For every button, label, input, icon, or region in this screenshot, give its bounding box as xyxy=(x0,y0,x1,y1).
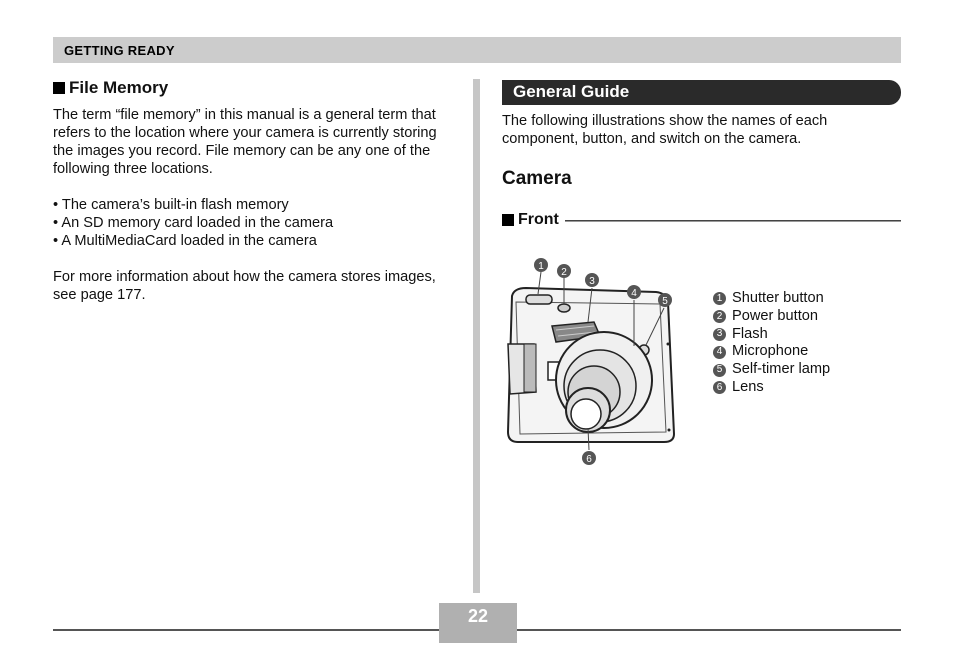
callout-2 xyxy=(557,264,571,278)
callout-number: 3 xyxy=(589,276,595,287)
callout-6 xyxy=(582,451,596,465)
legend-label: Self-timer lamp xyxy=(732,361,831,378)
list-item: • A MultiMediaCard loaded in the camera xyxy=(53,233,317,249)
square-bullet-icon xyxy=(53,82,65,94)
list-item: • An SD memory card loaded in the camera xyxy=(53,215,334,231)
file-memory-heading-text: File Memory xyxy=(69,78,169,97)
general-guide-title: General Guide xyxy=(513,82,630,101)
callout-1 xyxy=(534,258,548,272)
front-heading-text: Front xyxy=(518,211,559,228)
callout-number: 4 xyxy=(631,288,637,299)
legend-number: 1 xyxy=(713,292,726,305)
list-item xyxy=(713,290,830,308)
callout-number: 2 xyxy=(561,267,567,278)
legend-number: 4 xyxy=(713,346,726,359)
general-guide-intro: The following illustrations show the names of each component, button, and switch on the camera. xyxy=(502,113,828,147)
side-detail xyxy=(668,429,671,432)
callout-4 xyxy=(627,285,641,299)
callout-5 xyxy=(658,293,672,307)
list-item: • The camera’s built-in flash memory xyxy=(53,197,289,213)
page-number: 22 xyxy=(467,606,489,626)
file-memory-list xyxy=(53,196,458,250)
lens-glass xyxy=(571,399,601,429)
strap-holder xyxy=(524,344,536,392)
file-memory-more-info: For more information about how the camera stores images, see page 177. xyxy=(53,269,436,303)
legend-label: Power button xyxy=(732,307,818,324)
list-item xyxy=(713,361,830,379)
legend-label: Shutter button xyxy=(732,290,824,306)
callout-number: 5 xyxy=(662,296,668,307)
square-bullet-icon xyxy=(502,214,514,226)
legend-label: Lens xyxy=(732,378,764,395)
legend-number: 6 xyxy=(713,381,726,394)
column-divider xyxy=(473,79,480,593)
power-button-shape xyxy=(558,304,570,312)
file-memory-heading xyxy=(53,78,458,98)
side-detail xyxy=(667,343,670,346)
list-item xyxy=(713,326,830,344)
legend-label: Flash xyxy=(732,325,768,342)
list-item xyxy=(713,308,830,326)
page-number-box xyxy=(439,603,517,643)
shutter-button-shape xyxy=(526,295,552,304)
general-guide-banner xyxy=(502,80,901,105)
camera-heading: Camera xyxy=(502,168,572,189)
callout-number: 6 xyxy=(586,454,592,465)
file-memory-section xyxy=(53,78,458,304)
legend-number: 3 xyxy=(713,328,726,341)
callout-number: 1 xyxy=(538,261,544,272)
camera-front-illustration xyxy=(496,252,696,472)
callout-3 xyxy=(585,273,599,287)
front-heading xyxy=(502,211,901,229)
file-memory-paragraph: The term “file memory” in this manual is a general term that refers to the location where your camera is currently storing the images you record. File memory can be any one of the following three locations. xyxy=(53,107,437,177)
legend-number: 2 xyxy=(713,310,726,323)
section-header-bar xyxy=(53,37,901,63)
heading-rule xyxy=(565,220,901,222)
legend-label: Microphone xyxy=(732,343,809,360)
list-item xyxy=(713,343,830,361)
section-title: GETTING READY xyxy=(64,43,175,58)
legend-number: 5 xyxy=(713,364,726,377)
list-item xyxy=(713,379,830,397)
parts-legend xyxy=(713,290,830,397)
